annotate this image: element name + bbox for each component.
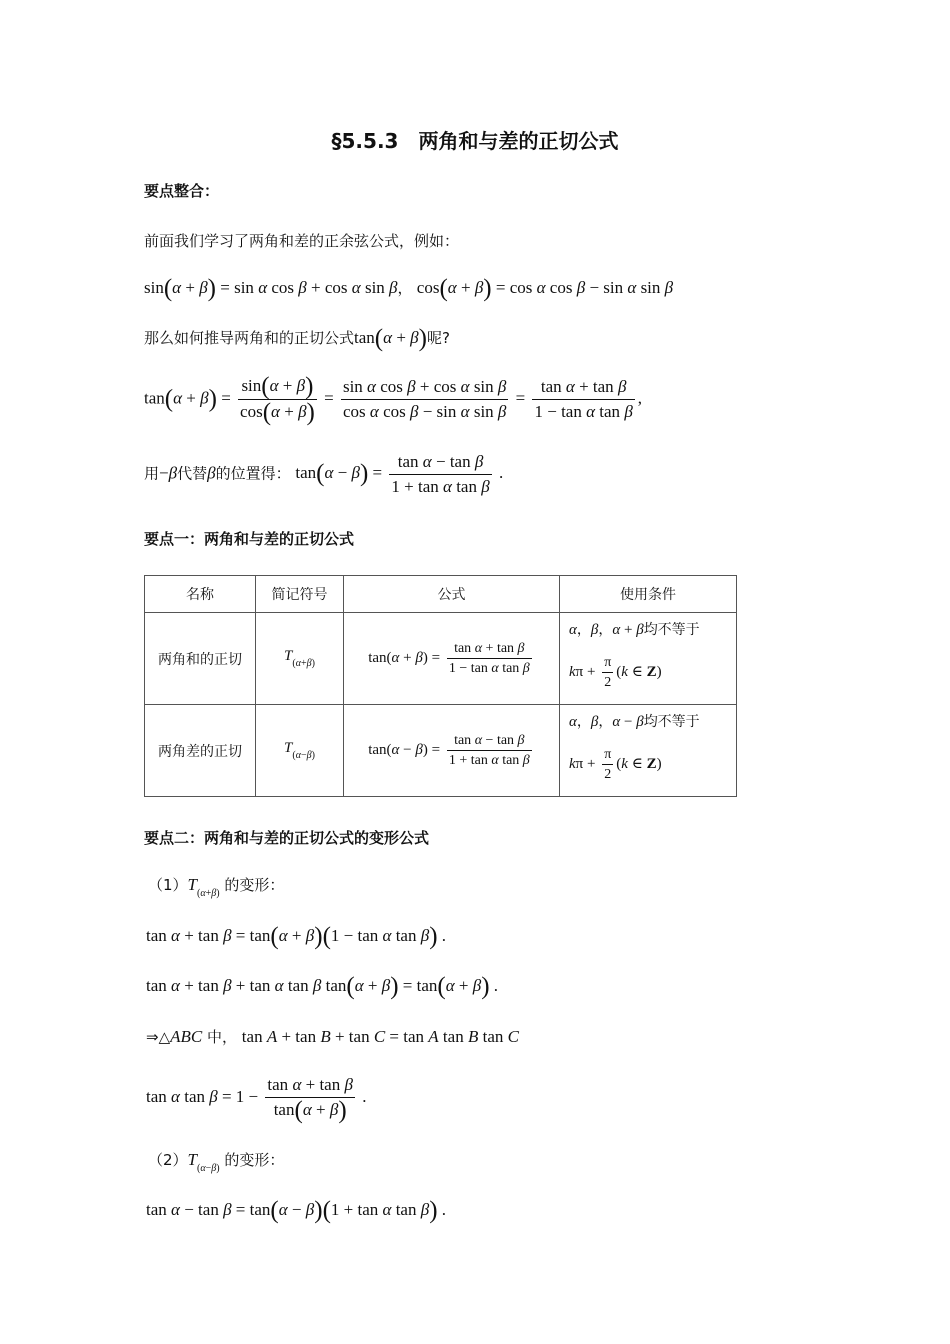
- header-formula: 公式: [344, 576, 560, 613]
- row-name: 两角差的正切: [145, 705, 256, 797]
- symbol-t-difference: $T_{(\alpha-\beta)}$: [256, 705, 344, 797]
- formula-separator: ，: [397, 279, 413, 297]
- variant1-eq1: tan α + tan β = tan(α + β)(1 − tan α tan β) .: [146, 923, 447, 950]
- header-condition: 使用条件: [560, 576, 737, 613]
- formula-tan-difference: tan(α − β) = $\frac{\text{tan α − tan β}}{\text{1 + tan α tan β}}$: [344, 705, 560, 797]
- question-prefix: 那么如何推导两角和的正切公式: [144, 329, 355, 347]
- replace-mid: 代替: [177, 464, 208, 483]
- variant2-suffix: 的变形：: [224, 1151, 285, 1169]
- variant2-label: $(2)T_{(\alpha-\beta)}$ 的变形：: [148, 1150, 285, 1174]
- header-symbol: 简记符号: [256, 576, 344, 613]
- fraction-tan-sum: $\frac{\text{tan α + tan β}}{\text{1 − tan α tan β}}$: [534, 377, 633, 421]
- point1-heading: 要点一：两角和与差的正切公式: [144, 530, 355, 548]
- item2-number: （2）: [148, 1151, 188, 1169]
- triangle-name: ABC: [170, 1027, 203, 1046]
- replace-prefix: 用: [144, 464, 160, 483]
- table-header-row: [145, 576, 737, 613]
- condition-text: 均不等于: [643, 714, 700, 730]
- table-row: [145, 613, 737, 705]
- condition-sum: α，β，α + β均不等于 kπ + $\frac{\pi}{2}$ (k ∈ Z): [560, 613, 737, 705]
- point2-heading: 要点二：两角和与差的正切公式的变形公式: [144, 829, 430, 847]
- condition-difference: α，β，α − β均不等于 kπ + $\frac{\pi}{2}$ (k ∈ Z): [560, 705, 737, 797]
- intro-text: 前面我们学习了两角和差的正余弦公式，例如：: [144, 232, 460, 250]
- fraction-variant: $\frac{\text{tan α + tan β}}{\tan(\alpha + \beta)}$: [267, 1075, 353, 1124]
- variant1-eq2: tan α + tan β + tan α tan β tan(α + β) = tan(α + β) .: [146, 973, 499, 1000]
- triangle-identity: ⇒△ABC 中， tan A + tan B + tan C = tan A tan B tan C: [146, 1027, 519, 1046]
- sin-cos-sum-formulas: sin(α + β) = sin α cos β + cos α sin β， cos(α + β) = cos α cos β − sin α sin β: [144, 275, 674, 302]
- condition-text: 均不等于: [643, 622, 700, 638]
- fraction-tan-difference: $\frac{\text{tan α − tan β}}{\text{1 + tan α tan β}}$: [391, 452, 490, 496]
- symbol-t-sum: $T_{(\alpha+\beta)}$: [256, 613, 344, 705]
- variant2-eq1: tan α − tan β = tan(α − β)(1 + tan α tan β) .: [146, 1197, 447, 1224]
- formula-tan-sum: tan(α + β) = $\frac{\text{tan α + tan β}}{\text{1 − tan α tan β}}$: [344, 613, 560, 705]
- question-line: 那么如何推导两角和的正切公式tan(α + β)呢?: [144, 325, 450, 352]
- fraction-expanded: $\frac{\text{sin α cos β + cos α sin β}}{\text{cos α cos β − sin α sin β}}$: [342, 377, 507, 421]
- page-title: §5.5.3 两角和与差的正切公式: [331, 129, 619, 153]
- row-name: 两角和的正切: [145, 613, 256, 705]
- item1-number: （1）: [148, 876, 188, 894]
- variant1-label: $(1)T_{(\alpha+\beta)}$ 的变形：: [148, 875, 285, 899]
- header-name: 名称: [145, 576, 256, 613]
- tan-sum-derivation: tan(α + β) = $\frac{\sin(\alpha + \beta)}{\cos(\alpha + \beta)}$ = $\frac{\text{sin α cos β + cos α sin β}}{\text{cos α cos β − sin α sin β}}$ = $\frac{\text{tan α + tan β}}{\text{1 − tan α tan β}}$ ,: [144, 373, 643, 426]
- replace-suffix: 的位置得：: [215, 464, 291, 483]
- question-suffix: 呢?: [426, 329, 450, 347]
- section-summary-heading: 要点整合：: [144, 182, 220, 200]
- triangle-prefix: ⇒△: [146, 1028, 171, 1046]
- triangle-mid: 中，: [207, 1028, 238, 1046]
- fraction-sin-over-cos: $\frac{\sin(\alpha + \beta)}{\cos(\alpha + \beta)}$: [240, 373, 315, 426]
- formula-table: [144, 575, 737, 797]
- table-row: [145, 705, 737, 797]
- variant1-suffix: 的变形：: [224, 876, 285, 894]
- variant1-eq3: tan α tan β = 1 − $\frac{\text{tan α + tan β}}{\tan(\alpha + \beta)}$ .: [146, 1075, 367, 1124]
- replacement-line: 用−β代替β的位置得： tan(α − β) = $\frac{\text{tan α − tan β}}{\text{1 + tan α tan β}}$ .: [144, 450, 503, 499]
